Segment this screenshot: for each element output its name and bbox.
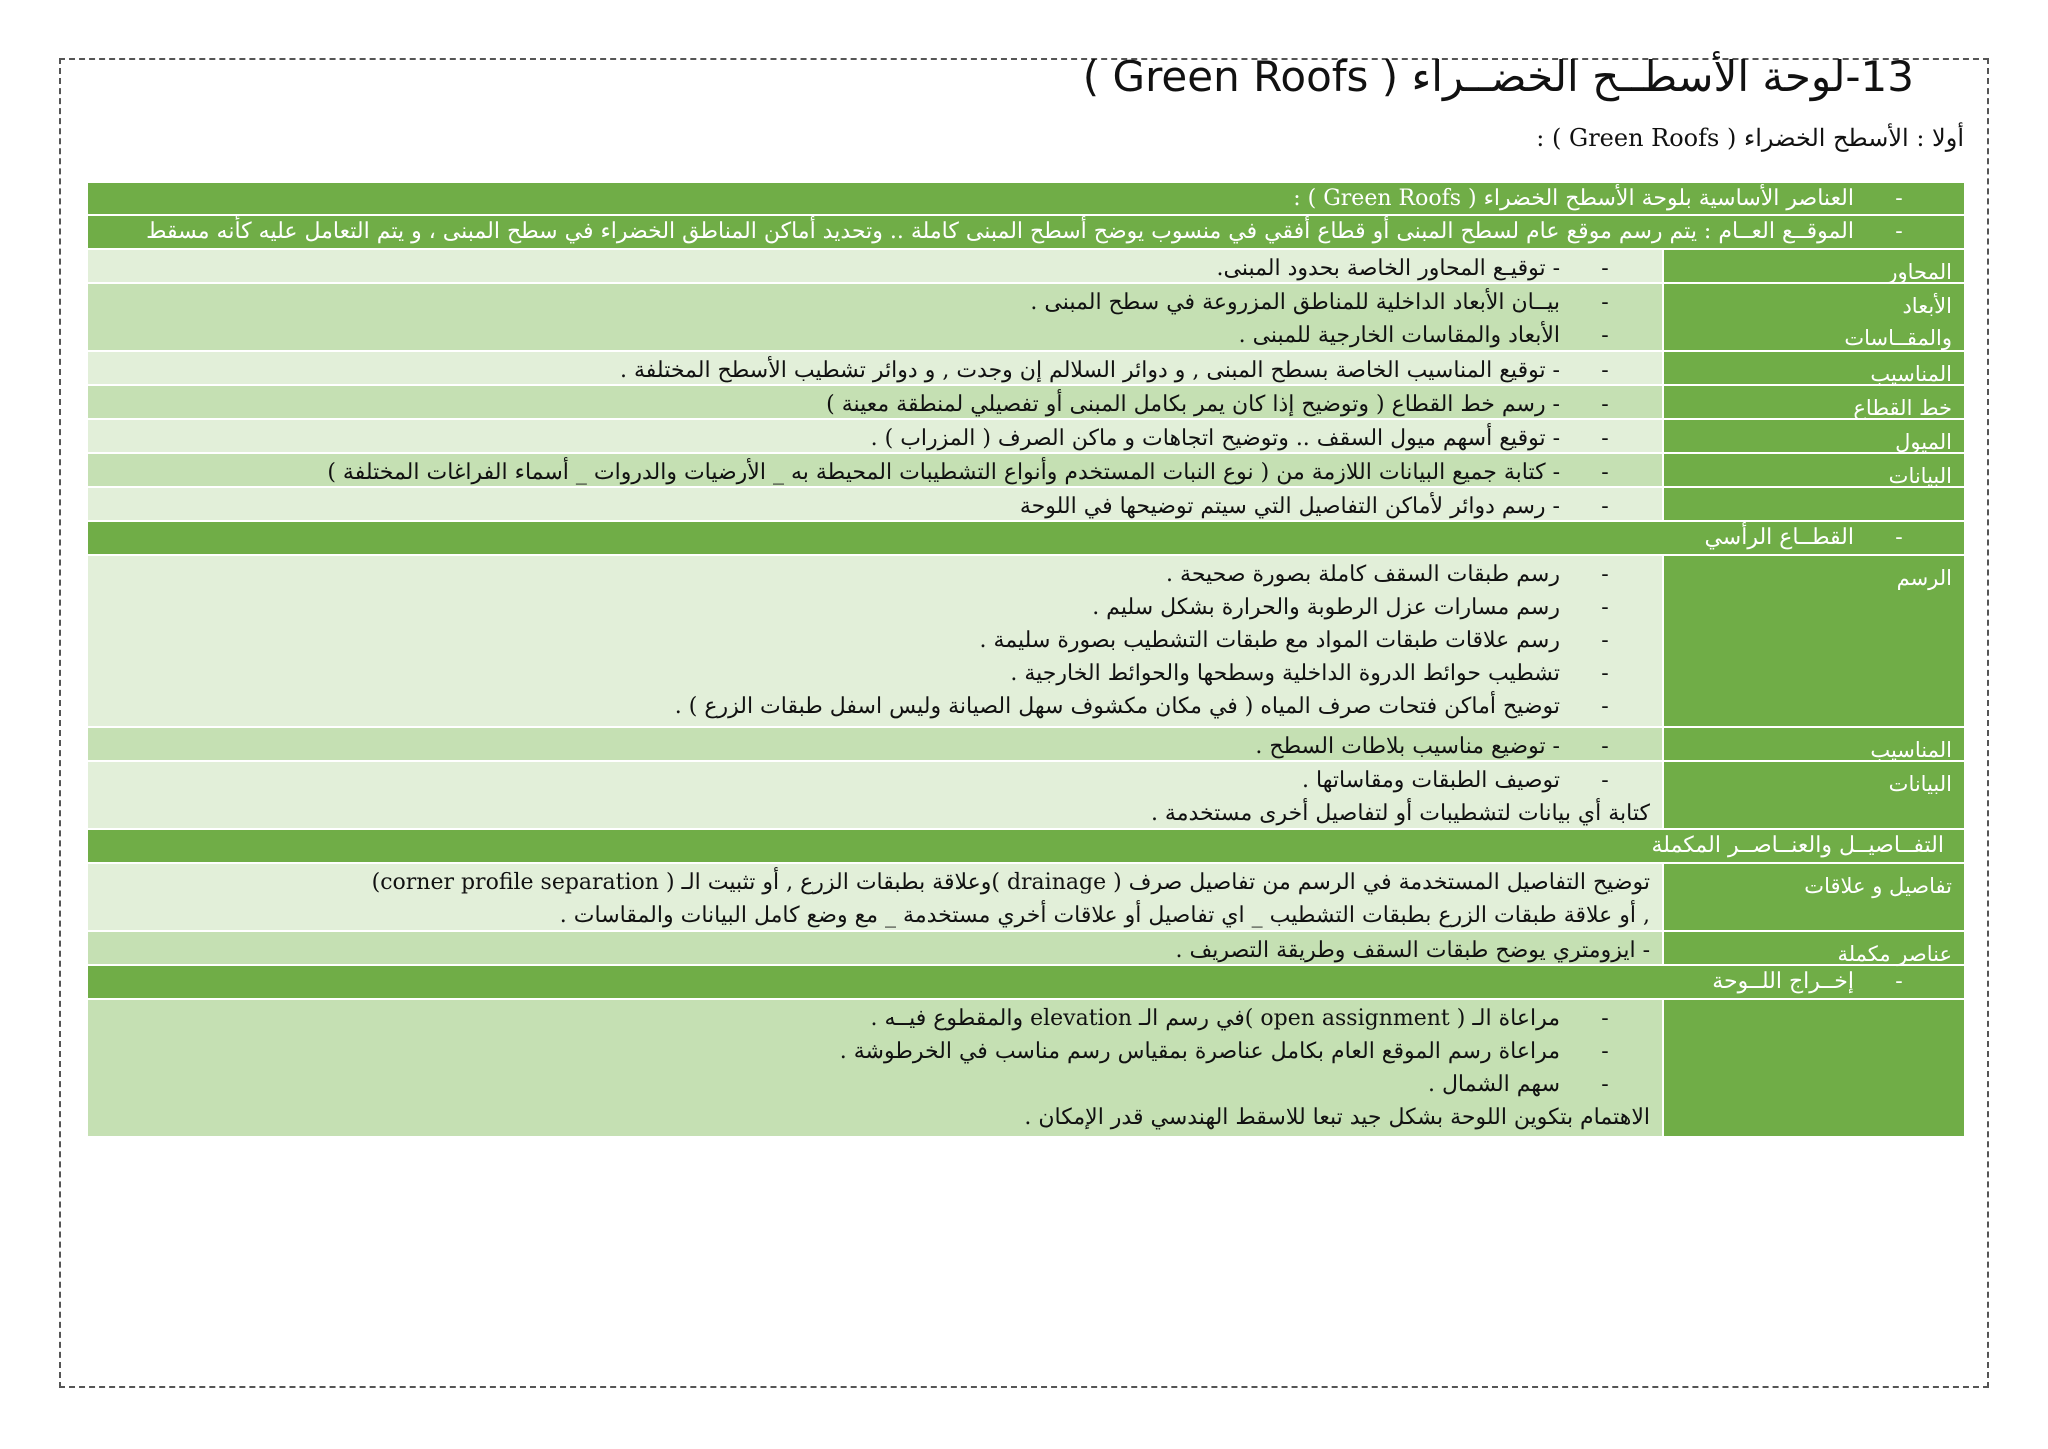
table-row-axes [88,250,1964,284]
section-subtitle: أولا : الأسطح الخضراء ( Green Roofs ) : [1536,124,1964,152]
table-row-vertical-data [88,762,1964,830]
table-row-details [88,864,1964,932]
table-row-detail-circles [88,488,1964,522]
basic-elements-header: - العناصر الأساسية بلوحة الأسطح الخضراء ( Green Roofs ) : [88,183,1964,216]
row-label: الأبعاد والمقــاسات [1662,284,1964,350]
table-row-drawing [88,556,1964,728]
row-label [1662,1000,1964,1136]
table-row-output [88,1000,1964,1136]
row-content: -- رسم خط القطاع ( وتوضيح إذا كان يمر بكامل المبنى أو تفصيلي لمنطقة معينة ) [88,386,1662,418]
row-content: - ايزومتري يوضح طبقات السقف وطريقة التصريف . [88,932,1662,964]
table-row-section-line [88,386,1964,420]
row-content: -بيــان الأبعاد الداخلية للمناطق المزروعة في سطح المبنى . -الأبعاد والمقاسات الخارجية للمبنى . [88,284,1662,350]
row-label: الميول [1662,420,1964,452]
row-label: البيانات [1662,454,1964,486]
row-content: -- توقيع المناسيب الخاصة بسطح المبنى , و دوائر السلالم إن وجدت , و دوائر تشطيب الأسطح المختلفة . [88,352,1662,384]
row-content: -- توقيع أسهم ميول السقف .. وتوضيح اتجاهات و ماكن الصرف ( المزراب ) . [88,420,1662,452]
table-row-dimensions [88,284,1964,352]
row-content: توضيح التفاصيل المستخدمة في الرسم من تفاصيل صرف ( drainage )وعلاقة بطبقات الزرع , أو تثبيت الـ ( corner profile separation) , أو علاقة طبقات الزرع بطبقات التشطيب _ اي تفاصيل أو علاقات أخري مستخدمة _ مع وضع كامل البيانات والمقاسات . [88,864,1662,930]
table-row-data [88,454,1964,488]
row-label: خط القطاع [1662,386,1964,418]
row-label: البيانات [1662,762,1964,828]
table-row-levels [88,352,1964,386]
row-label: المناسيب [1662,728,1964,760]
row-label: تفاصيل و علاقات [1662,864,1964,930]
row-content: -- توضيع مناسيب بلاطات السطح . [88,728,1662,760]
vertical-section-header: - القطــاع الرأسي [88,522,1964,556]
details-header: التفــاصيــل والعنــاصــر المكملة [88,830,1964,864]
row-label: المحاور [1662,250,1964,282]
row-content: -مراعاة الـ ( open assignment )في رسم الـ elevation والمقطوع فيــه . -مراعاة رسم الموقع العام بكامل عناصرة بمقياس رسم مناسب في الخرطوشة . -سهم الشمال . الاهتمام بتكوين اللوحة بشكل جيد تبعا للاسقط الهندسي قدر الإمكان . [88,1000,1662,1136]
table-row-slopes [88,420,1964,454]
row-label [1662,488,1964,520]
row-content: -- توقيـع المحاور الخاصة بحدود المبنى. [88,250,1662,282]
row-label: عناصر مكملة [1662,932,1964,964]
requirements-table [88,183,1964,1136]
site-plan-header: - الموقــع العــام : يتم رسم موقع عام لسطح المبنى أو قطاع أفقي في منسوب يوضح أسطح المبنى كاملة .. وتحديد أماكن المناطق الخضراء في سطح المبنى ، و يتم التعامل عليه كأنه مسقط [88,216,1964,250]
row-label: المناسيب [1662,352,1964,384]
table-row-vertical-levels [88,728,1964,762]
row-content: -- رسم دوائر لأماكن التفاصيل التي سيتم توضيحها في اللوحة [88,488,1662,520]
row-content: -توصيف الطبقات ومقاساتها . كتابة أي بيانات لتشطيبات أو لتفاصيل أخرى مستخدمة . [88,762,1662,828]
row-content: -- كتابة جميع البيانات اللازمة من ( نوع النبات المستخدم وأنواع التشطيبات المحيطة به _ الأرضيات والدروات _ أسماء الفراغات المختلفة ) [88,454,1662,486]
table-row-complementary [88,932,1964,966]
output-header: - إخــراج اللــوحة [88,966,1964,1000]
page-title: 13-لوحة الأسطــح الخضــراء ( Green Roofs ) [1082,52,1914,101]
row-label: الرسم [1662,556,1964,726]
row-content: -رسم طبقات السقف كاملة بصورة صحيحة . -رسم مسارات عزل الرطوبة والحرارة بشكل سليم . -رسم علاقات طبقات المواد مع طبقات التشطيب بصورة سليمة . -تشطيب حوائط الدروة الداخلية وسطحها والحوائط الخارجية . -توضيح أماكن فتحات صرف المياه ( في مكان مكشوف سهل الصيانة وليس اسفل طبقات الزرع ) . [88,556,1662,726]
